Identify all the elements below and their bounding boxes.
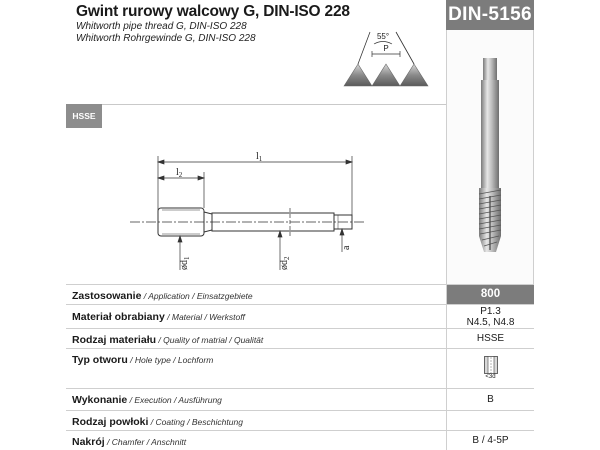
thread-angle-label: 55° <box>376 32 390 41</box>
d2-sub: 2 <box>283 256 291 260</box>
spec-value: B / 4-5P <box>446 431 534 450</box>
spec-row-execution <box>66 388 534 410</box>
l2-sub: 2 <box>178 171 183 179</box>
hole-depth-note: <3d <box>485 374 496 380</box>
standard-badge: DIN-5156 <box>446 0 534 30</box>
svg-text:l1 <box>256 151 263 163</box>
spec-label: Materiał obrabiany <box>72 311 165 323</box>
spec-row-coating <box>66 410 534 430</box>
technical-drawing <box>120 146 370 274</box>
spec-value-line2: N4.5, N4.8 <box>466 316 515 328</box>
spec-translation: / Quality of matrial / Qualität <box>156 335 264 345</box>
spec-translation: / Execution / Ausführung <box>127 395 222 405</box>
spec-label: Zastosowanie <box>72 290 142 302</box>
spec-translation: / Chamfer / Anschnitt <box>104 437 187 447</box>
spec-label: Nakrój <box>72 436 105 448</box>
spec-value <box>446 411 534 430</box>
spec-row-material <box>66 304 534 328</box>
spec-value-line1: P1.3 <box>480 305 501 317</box>
d1-label: ød <box>179 260 190 270</box>
spec-label: Wykonanie <box>72 394 128 406</box>
spec-value: B <box>446 389 534 410</box>
spec-translation: / Material / Werkstoff <box>164 312 245 322</box>
page-title: Gwint rurowy walcowy G, DIN-ISO 228 <box>76 3 350 20</box>
thread-profile-icon <box>338 24 434 90</box>
through-hole-icon <box>484 356 498 374</box>
spec-translation: / Hole type / Lochform <box>127 355 214 365</box>
spec-label: Typ otworu <box>72 354 128 366</box>
l1-sub: 1 <box>258 155 263 163</box>
spec-value: 800 <box>446 285 534 304</box>
svg-text:ød1 <box>179 256 191 270</box>
l1-label: l <box>256 151 259 162</box>
pitch-label: P <box>383 44 389 53</box>
spec-row-hole-type <box>66 348 534 388</box>
spec-label: Rodzaj materiału <box>72 334 157 346</box>
spec-translation: / Coating / Beschichtung <box>148 417 243 427</box>
svg-text:l2 <box>176 167 183 179</box>
a-label: a <box>341 245 352 250</box>
subtitle-en: Whitworth pipe thread G, DIN-ISO 228 <box>76 21 247 32</box>
d2-label: ød <box>279 260 290 270</box>
material-badge: HSSE <box>66 104 102 128</box>
l2-label: l <box>176 167 179 178</box>
spec-translation: / Application / Einsatzgebiete <box>141 291 253 301</box>
spec-row-quality <box>66 328 534 348</box>
spec-value: HSSE <box>446 329 534 348</box>
spec-label: Rodzaj powłoki <box>72 416 149 428</box>
spec-value <box>446 305 534 328</box>
svg-text:ød2 <box>279 256 291 270</box>
tap-photo <box>470 56 510 256</box>
d1-sub: 1 <box>183 256 191 260</box>
subtitle-de: Whitworth Rohrgewinde G, DIN-ISO 228 <box>76 33 256 44</box>
spec-row-application <box>66 284 534 304</box>
divider <box>102 104 446 105</box>
spec-row-chamfer <box>66 430 534 450</box>
spec-value <box>446 349 534 388</box>
